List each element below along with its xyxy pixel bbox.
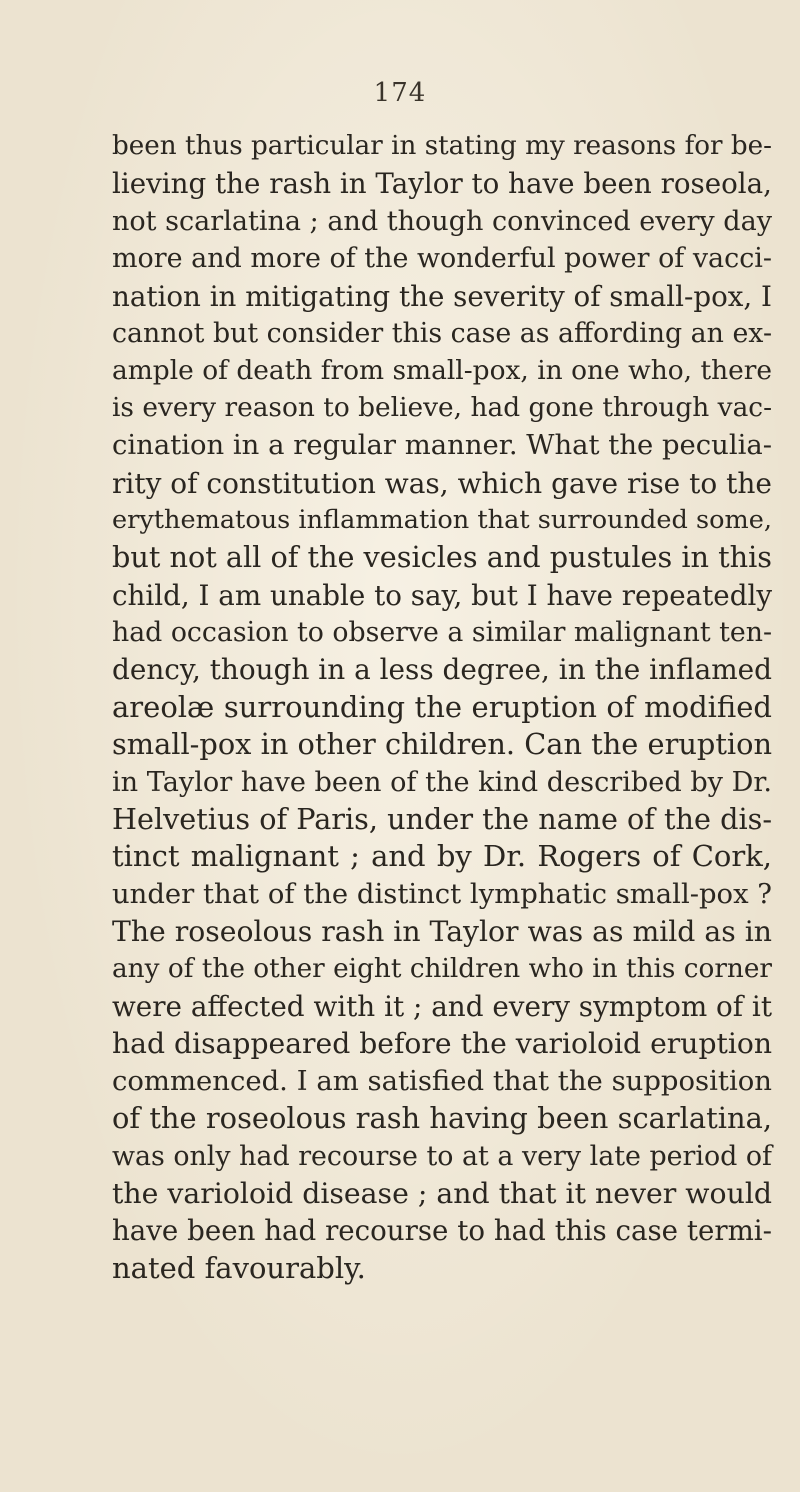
text-line: rity of constitution was, which gave rise to the (112, 466, 772, 500)
text-line: areolæ surrounding the eruption of modified (112, 689, 772, 724)
text-line: had disappeared before the varioloid eruption (112, 1027, 772, 1061)
text-line: more and more of the wonderful power of vacci- (112, 243, 772, 275)
text-line: cannot but consider this case as affording an ex- (112, 317, 772, 349)
text-line: been thus particular in stating my reasons for be- (112, 131, 772, 161)
text-line: erythematous inflammation that surrounded some, (112, 504, 772, 535)
text-line: any of the other eight children who in this corner (112, 953, 772, 984)
text-line: have been had recourse to had this case termi- (112, 1214, 772, 1248)
text-line: The roseolous rash in Taylor was as mild as in (112, 915, 772, 949)
text-line: small-pox in other children. Can the eruption (112, 727, 772, 762)
text-line: ample of death from small-pox, in one who, there (112, 355, 772, 387)
text-line: were affected with it ; and every symptom of it (112, 989, 772, 1023)
text-line: was only had recourse to at a very late period of (112, 1140, 772, 1172)
text-line: lieving the rash in Taylor to have been roseola, (112, 167, 772, 201)
text-line: but not all of the vesicles and pustules in this (112, 540, 772, 575)
text-line: in Taylor have been of the kind described by Dr. (112, 766, 772, 798)
text-line: tinct malignant ; and by Dr. Rogers of Cork, (112, 839, 772, 874)
text-line: of the roseolous rash having been scarlatina, (112, 1101, 772, 1136)
text-line: under that of the distinct lymphatic small-pox ? (112, 878, 772, 910)
text-line: not scarlatina ; and though convinced every day (112, 205, 772, 237)
text-line: nated favourably. (112, 1250, 366, 1285)
text-line: had occasion to observe a similar malignant ten- (112, 617, 772, 649)
page-number: 174 (373, 78, 427, 108)
text-line: is every reason to believe, had gone through vac- (112, 392, 772, 423)
text-line: nation in mitigating the severity of small-pox, I (112, 279, 772, 313)
text-line: child, I am unable to say, but I have repeatedly (112, 578, 772, 612)
text-line: Helvetius of Paris, under the name of the dis- (112, 802, 772, 837)
text-line: cination in a regular manner. What the peculia- (112, 430, 772, 462)
text-line: commenced. I am satisfied that the supposition (112, 1064, 772, 1097)
text-line: dency, though in a less degree, in the inflamed (112, 653, 772, 687)
text-line: the varioloid disease ; and that it never would (112, 1176, 772, 1210)
body-text (112, 128, 772, 1287)
